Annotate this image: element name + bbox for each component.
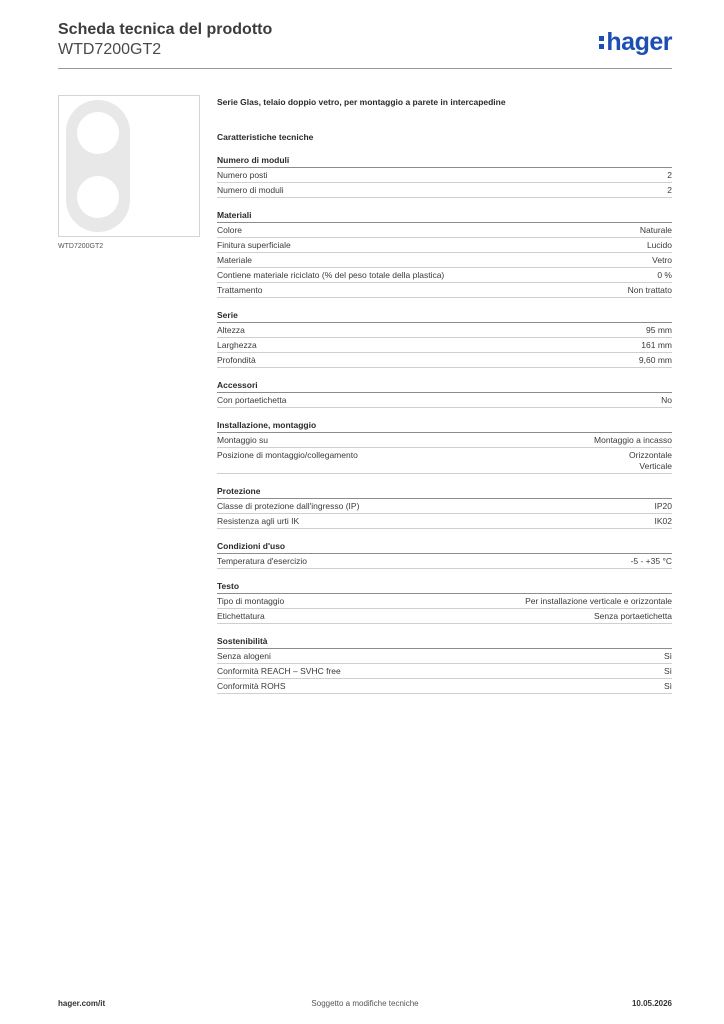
spec-label: Tipo di montaggio: [217, 596, 285, 606]
spec-label: Colore: [217, 225, 243, 235]
spec-group-title: Numero di moduli: [217, 154, 672, 168]
spec-row: [217, 183, 672, 198]
spec-value-line: 161 mm: [641, 340, 672, 350]
spec-value-line: 95 mm: [646, 325, 672, 335]
spec-value: [667, 185, 672, 196]
spec-group-title: Installazione, montaggio: [217, 419, 672, 433]
spec-label: Altezza: [217, 325, 245, 335]
spec-value-line: Sì: [663, 681, 672, 691]
spec-value: [641, 340, 672, 351]
spec-label: Profondità: [217, 355, 256, 365]
spec-label: Numero di moduli: [217, 185, 284, 195]
spec-row: [217, 609, 672, 624]
spec-label: Finitura superficiale: [217, 240, 291, 250]
frame-opening-bottom: [77, 176, 119, 218]
spec-value-line: -5 - +35 °C: [630, 556, 672, 566]
spec-value-line: 2: [667, 170, 672, 180]
spec-row: [217, 353, 672, 368]
spec-row: [217, 238, 672, 253]
spec-row: [217, 283, 672, 298]
spec-value: [647, 240, 672, 251]
spec-value-line: 0 %: [657, 270, 672, 280]
spec-row: [217, 253, 672, 268]
spec-label: Conformità REACH – SVHC free: [217, 666, 341, 676]
spec-row: [217, 323, 672, 338]
spec-label: Etichettatura: [217, 611, 265, 621]
spec-value: [594, 435, 672, 446]
spec-row: [217, 679, 672, 694]
footer-website: hager.com/it: [58, 999, 106, 1008]
spec-value-line: Naturale: [639, 225, 672, 235]
spec-label: Trattamento: [217, 285, 263, 295]
spec-row: [217, 393, 672, 408]
spec-label: Larghezza: [217, 340, 257, 350]
spec-value-line: Vetro: [652, 255, 672, 265]
spec-value-line: IK02: [654, 516, 672, 526]
spec-value: [655, 516, 673, 527]
spec-label: Con portaetichetta: [217, 395, 287, 405]
product-code: WTD7200GT2: [58, 41, 162, 58]
logo-text: hager: [606, 28, 672, 56]
header-divider: [58, 68, 672, 69]
spec-value-line: Sì: [663, 666, 672, 676]
spec-value-line: Montaggio a incasso: [594, 435, 672, 445]
spec-row: [217, 514, 672, 529]
footer-date: 10.05.2026: [631, 999, 672, 1008]
spec-group-title: Serie: [217, 309, 672, 323]
spec-row: [217, 594, 672, 609]
spec-row: [217, 554, 672, 569]
spec-label: Temperatura d'esercizio: [217, 556, 307, 566]
spec-value-line: Non trattato: [627, 285, 672, 295]
spec-row: [217, 664, 672, 679]
spec-row: [217, 168, 672, 183]
spec-group: [217, 635, 672, 694]
spec-label: Senza alogeni: [217, 651, 271, 661]
spec-value: [655, 501, 673, 512]
spec-value: [652, 255, 672, 266]
spec-row: [217, 499, 672, 514]
footer-note: Soggetto a modifiche tecniche: [311, 999, 419, 1008]
spec-content: [217, 95, 672, 694]
spec-label: Resistenza agli urti IK: [217, 516, 300, 526]
section-title: Caratteristiche tecniche: [217, 132, 314, 142]
hager-logo: [599, 28, 672, 57]
spec-value-line: 2: [667, 185, 672, 195]
spec-group: [217, 540, 672, 569]
spec-value: [629, 450, 672, 472]
product-image-caption: WTD7200GT2: [58, 243, 104, 250]
spec-label: Numero posti: [217, 170, 268, 180]
spec-group: [217, 485, 672, 529]
spec-label: Conformità ROHS: [217, 681, 286, 691]
spec-group-title: Condizioni d'uso: [217, 540, 672, 554]
spec-group-title: Sostenibilità: [217, 635, 672, 649]
spec-value-line: Verticale: [639, 461, 672, 471]
spec-group: [217, 419, 672, 474]
spec-value-line: No: [661, 395, 672, 405]
spec-row: [217, 448, 672, 474]
document-title: Scheda tecnica del prodotto: [58, 21, 273, 38]
spec-value: [664, 681, 672, 692]
spec-group-title: Accessori: [217, 379, 672, 393]
spec-group: [217, 580, 672, 624]
page-header: [58, 20, 672, 59]
spec-label: Montaggio su: [217, 435, 269, 445]
spec-label: Posizione di montaggio/collegamento: [217, 450, 358, 460]
product-description: Serie Glas, telaio doppio vetro, per montaggio a parete in intercapedine: [217, 97, 506, 107]
spec-group: [217, 309, 672, 368]
logo-dots-icon: [599, 36, 604, 49]
spec-value-line: Orizzontale: [629, 450, 672, 460]
spec-value: [628, 285, 672, 296]
spec-value: [661, 395, 672, 406]
spec-value-line: IP20: [654, 501, 672, 511]
spec-value: [525, 596, 672, 607]
spec-label: Materiale: [217, 255, 252, 265]
spec-value-line: Senza portaetichetta: [594, 611, 672, 621]
frame-opening-top: [77, 112, 119, 154]
spec-row: [217, 338, 672, 353]
spec-group: [217, 379, 672, 408]
spec-group-title: Materiali: [217, 209, 672, 223]
spec-row: [217, 268, 672, 283]
spec-row: [217, 223, 672, 238]
product-image: [58, 95, 200, 237]
spec-row: [217, 649, 672, 664]
spec-value-line: Per installazione verticale e orizzontale: [525, 596, 672, 606]
spec-group: [217, 209, 672, 298]
spec-value: [640, 225, 672, 236]
spec-value: [646, 325, 672, 336]
spec-value: [664, 651, 672, 662]
double-frame-icon: [66, 100, 130, 232]
spec-value-line: 9,60 mm: [638, 355, 672, 365]
spec-value: [664, 666, 672, 677]
spec-value: [657, 270, 672, 281]
spec-value-line: Sì: [663, 651, 672, 661]
spec-value: [594, 611, 672, 622]
spec-value-line: Lucido: [646, 240, 672, 250]
spec-groups: [217, 154, 672, 694]
spec-value: [667, 170, 672, 181]
spec-row: [217, 433, 672, 448]
spec-value: [631, 556, 672, 567]
spec-label: Classe di protezione dall'ingresso (IP): [217, 501, 360, 511]
spec-group-title: Protezione: [217, 485, 672, 499]
spec-value: [639, 355, 672, 366]
spec-group: [217, 154, 672, 198]
spec-label: Contiene materiale riciclato (% del peso totale della plastica): [217, 270, 445, 280]
spec-group-title: Testo: [217, 580, 672, 594]
